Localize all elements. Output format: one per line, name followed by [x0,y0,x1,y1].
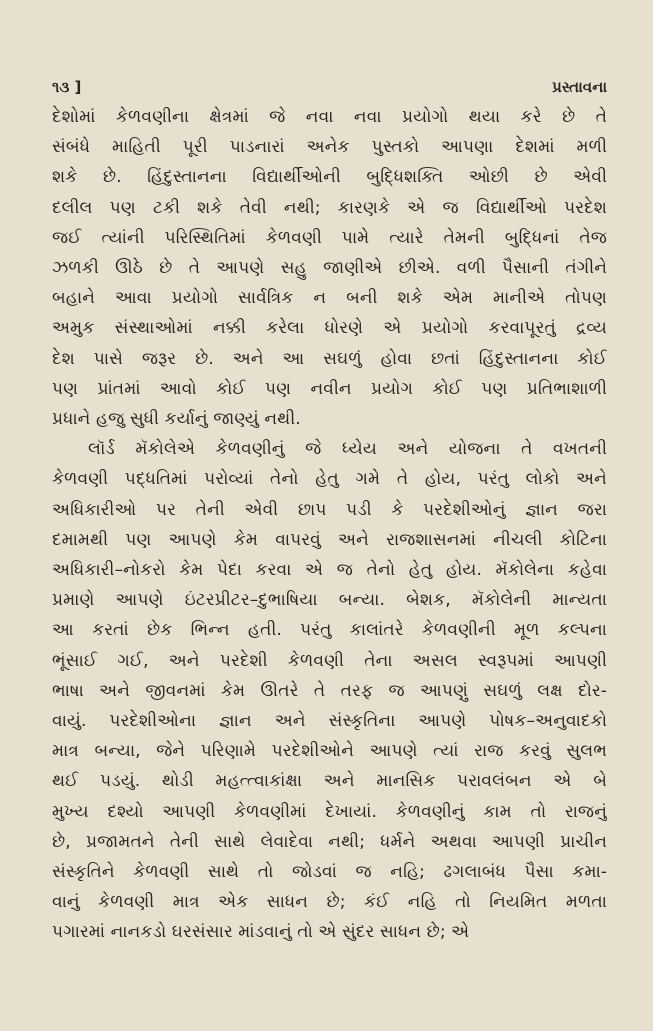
text-line: દમામથી પણ આપણે કેમ વાપરવું અને રાજશાસનમાં નીચલી કોટિના [52,529,607,550]
text-line: પણ પ્રાંતમાં આવો કોઈ પણ નવીન પ્રયોગ કોઈ પણ પ્રતિભાશાળી [52,378,607,399]
text-line: છે, પ્રજામતને તેની સાથે લેવાદેવા નથી; ધર્મને અથવા આપણી પ્રાચીન [52,831,607,852]
text-line: ભાષા અને જીવનમાં કેમ ઊતરે તે તરફ જ આપણું સઘળું લક્ષ દોર- [52,680,607,701]
text-line: ઝળકી ઊઠે છે તે આપણે સહુ જાણીએ છીએ. વળી પૈસાની તંગીને [52,258,607,279]
text-line: અમુક સંસ્થાઓમાં નક્કી કરેલા ધોરણે એ પ્રયોગો કરવાપૂરતું દ્રવ્ય [52,318,607,339]
paragraph-2 [52,434,607,947]
text-line: દલીલ પણ ટકી શકે તેવી નથી; કારણકે એ જ વિદ્યાર્થીઓ પરદેશ [52,197,607,218]
text-line: દેશોમાં કેળવણીના ક્ષેત્રમાં જે નવા નવા પ્રયોગો થયા કરે છે તે [52,107,607,127]
text-line: લૉર્ડ મૅકોલેએ કેળવણીનું જે ધ્યેય અને યોજના તે વખતની [88,439,607,460]
page-number: ૧૩ ] [52,78,82,96]
text-line: મુખ્ય દશ્યો આપણી કેળવણીમાં દેખાયાં. કેળવણીનું કામ તો રાજનું [52,801,607,822]
page-header [52,78,607,96]
text-line: શકે છે. હિંદુસ્તાનના વિદ્યાર્થીઓની બુદ્ધિશક્તિ ઓછી છે એવી [52,167,607,188]
text-line: દેશ પાસે જરૂર છે. અને આ સઘળું હોવા છતાં હિંદુસ્તાનના કોઈ [52,348,607,369]
text-line: પ્રધાને હજુ સુધી કર્યાનું જાણ્યું નથી. [52,409,301,430]
text-line: પગારમાં નાનકડો ઘરસંસાર માંડવાનું તો એ સુંદર સાધન છે; એ [52,922,470,943]
text-line: આ કરતાં છેક ભિન્ન હતી. પરંતુ કાલાંતરે કેળવણીની મૂળ કલ્પના [52,620,607,641]
text-line: સંબંધે માહિતી પૂરી પાડનારાં અનેક પુસ્તકો આપણા દેશમાં મળી [52,137,607,158]
text-line: વાનું કેળવણી માત્ર એક સાધન છે; કંઈ નહિ તો નિયમિત મળતા [52,892,607,913]
text-line: માત્ર બન્યા, જેને પરિણામે પરદેશીઓને આપણે ત્યાં રાજ કરવું સુલભ [52,741,607,762]
text-line: અધિકારી–નોકરો કેમ પેદા કરવા એ જ તેનો હેતુ હોય. મૅકોલેના કહેવા [52,560,607,581]
text-line: થઈ પડયું. થોડી મહત્ત્વાકાંક્ષા અને માનસિક પરાવલંબન એ બે [52,771,607,792]
text-line: અધિકારીઓ પર તેની એવી છાપ પડી કે પરદેશીઓનું જ્ઞાન જરા [52,499,607,520]
running-title: પ્રસ્તાવના [552,78,607,96]
text-line: સંસ્કૃતિને કેળવણી સાથે તો જોડવાં જ નહિ; ઢગલાબંધ પૈસા કમા- [52,862,607,883]
text-line: બહાને આવા પ્રયોગો સાર્વત્રિક ન બની શકે એમ માનીએ તોપણ [52,288,607,309]
text-line: જઈ ત્યાંની પરિસ્થિતિમાં કેળવણી પામે ત્યારે તેમની બુદ્ધિનાં તેજ [52,227,607,248]
paragraph-1 [52,102,607,434]
text-line: કેળવણી પદ્ધતિમાં પરોવ્યાં તેનો હેતુ ગમે તે હોય, પરંતુ લોકો અને [52,469,607,490]
text-line: પ્રમાણે આપણે ઇંટરપ્રીટર–દુભાષિયા બન્યા. બેશક, મૅકોલેની માન્યતા [52,590,607,611]
text-line: ભૂંસાઈ ગઈ, અને પરદેશી કેળવણી તેના અસલ સ્વરૂપમાં આપણી [52,650,607,671]
text-line: વાયું. પરદેશીઓના જ્ઞાન અને સંસ્કૃતિના આપણે પોષક–અનુવાદકો [52,711,607,732]
